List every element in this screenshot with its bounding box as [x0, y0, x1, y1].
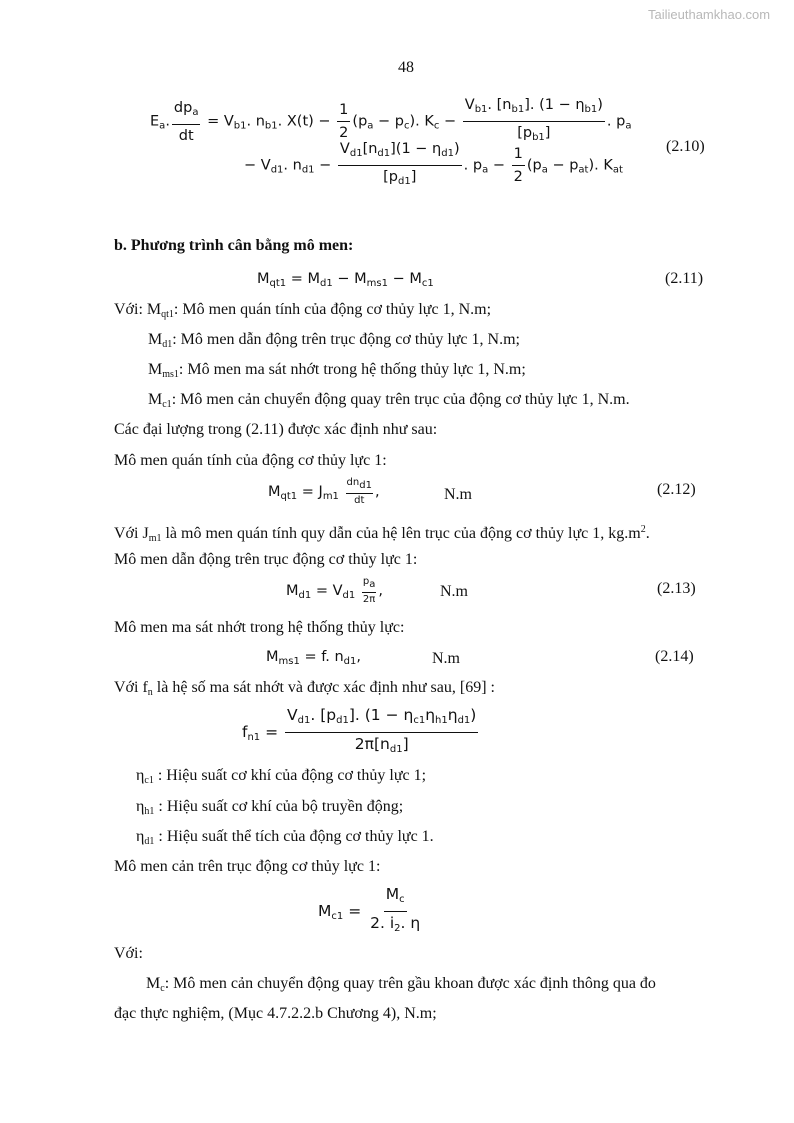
text-resist: Mô men cản trên trục động cơ thủy lực 1:: [114, 858, 381, 875]
eta-definition-c1: $\eta_{c1}$ : Hiệu suất cơ khí của động cơ thủy lực 1;: [136, 767, 427, 786]
text-drive: Mô men dẫn động trên trục động cơ thủy lực 1:: [114, 551, 418, 568]
equation-number-2-13: (2.13): [657, 580, 696, 597]
text-Mc-line-2: đạc thực nghiệm, (Mục 4.7.2.2.b Chương 4), N.m;: [114, 1005, 437, 1022]
equation-2-14: $M_{ms1} = f$. $n_{d1}$,: [266, 649, 361, 667]
equation-2-10-line-2: − $V_{d1}$. $n_{d1}$ − $\frac{V_{d1}[n_{d1}](1 - \eta_{d1})}{[p_{d1}]}$ . $p_a$ − $\frac{1}{2}$ $(p_a - p_{at})$. $K_{at}$: [244, 141, 623, 187]
equation-number-2-10: (2.10): [666, 138, 705, 155]
text-friction: Mô men ma sát nhớt trong hệ thống thủy lực:: [114, 619, 405, 636]
definition-Mqt1: Với: $M_{qt1}$: Mô men quán tính của động cơ thủy lực 1, N.m;: [114, 301, 492, 320]
eta-definition-d1: $\eta_{d1}$ : Hiệu suất thể tích của động cơ thủy lực 1.: [136, 828, 434, 847]
definition-Mms1: $M_{ms1}$: Mô men ma sát nhớt trong hệ thống thủy lực 1, N.m;: [148, 361, 526, 380]
text-inertia: Mô men quán tính của động cơ thủy lực 1:: [114, 452, 387, 469]
equation-2-10-line-1: $E_a$. $\frac{dp_a}{dt}$ = $V_{b1}$. $n_{b1}$. X(t) − $\frac{1}{2}$ $(p_a - p_c)$. $K_c$ − $\frac{V_{b1}. [n_{b1}]. (1 - \eta_{b1})}{[p_{b1}]}$ . $p_a$: [150, 97, 632, 144]
unit-2-12: N.m: [444, 486, 472, 503]
equation-2-11: $M_{qt1} = M_{d1} - M_{ms1} - M_{c1}$: [257, 271, 434, 289]
text-Mc-line-1: $M_c$: Mô men cản chuyển động quay trên gầu khoan được xác định thông qua đo: [146, 975, 656, 994]
unit-2-14: N.m: [432, 650, 460, 667]
text-J-definition: Với $J_{m1}$ là mô men quán tính quy dẫn của hệ lên trục của động cơ thủy lực 1, $kg.m^2$.: [114, 524, 650, 544]
equation-number-2-12: (2.12): [657, 481, 696, 498]
text-with: Với:: [114, 945, 143, 962]
equation-fn1: $f_{n1}$ = $\frac{V_{d1}. [p_{d1}]. (1 - \eta_{c1}\eta_{h1}\eta_{d1})}{2\pi[n_{d1}]}$: [242, 706, 477, 755]
equation-number-2-11: (2.11): [665, 270, 704, 287]
page-number: 48: [398, 59, 414, 76]
section-b-title: b. Phương trình cân bằng mô men:: [114, 237, 354, 254]
watermark: Tailieuthamkhao.com: [648, 7, 771, 22]
equation-number-2-14: (2.14): [655, 648, 694, 665]
equation-2-12: $M_{qt1} = J_{m1}$ $\frac{\text{dnd1}}{dt}$ ,: [268, 477, 380, 506]
definition-Mc1: $M_{c1}$: Mô men cản chuyển động quay trên trục của động cơ thủy lực 1, N.m.: [148, 391, 630, 410]
text-quantities: Các đại lượng trong (2.11) được xác định như sau:: [114, 421, 438, 438]
equation-Mc1: $M_{c1}$ = $\frac{M_c}{2. i_2. \eta}$: [318, 885, 421, 934]
text-fn-definition: Với $f_n$ là hệ số ma sát nhớt và được xác định như sau, [69] :: [114, 679, 495, 698]
unit-2-13: N.m: [440, 583, 468, 600]
eta-definition-h1: $\eta_{h1}$ : Hiệu suất cơ khí của bộ truyền động;: [136, 798, 404, 817]
definition-Md1: $M_{d1}$: Mô men dẫn động trên trục động cơ thủy lực 1, N.m;: [148, 331, 520, 350]
equation-2-13: $M_{d1} = V_{d1}$ $\frac{pa}{2\pi}$ ,: [286, 576, 383, 605]
